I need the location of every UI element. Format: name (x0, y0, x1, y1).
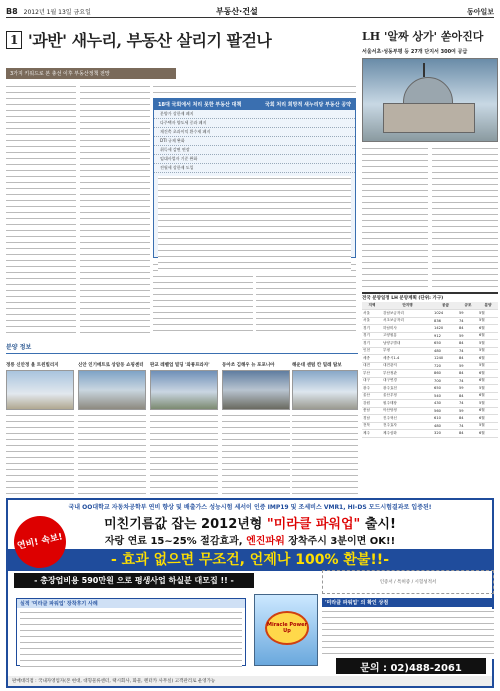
table-row (362, 415, 498, 423)
ad-testimonials-box (16, 598, 246, 666)
table-row (362, 385, 498, 393)
ad-headline-part: 출시! (364, 517, 396, 532)
article-column-2 (80, 84, 150, 334)
dome-shape (403, 77, 453, 105)
table-cell: 5월 (478, 422, 498, 430)
listing-card (292, 360, 358, 498)
article-column-1 (6, 84, 76, 334)
table-cell: 6월 (478, 430, 498, 438)
page-number: B8 (6, 7, 18, 16)
table-cell: 충남 (362, 407, 382, 415)
headline-number: 1 (6, 31, 22, 49)
table-cell: 5월 (478, 317, 498, 325)
table-cell: 5월 (478, 400, 498, 408)
table-cell: 부평 (382, 347, 433, 355)
card-title: 판교 레벨업 빌딩 '와룡프라자' (150, 363, 210, 368)
table-cell: 836 (433, 317, 458, 325)
table-cell: 480 (433, 347, 458, 355)
table-cell: 아산탕정 (382, 407, 433, 415)
table-cell: 480 (433, 422, 458, 430)
policy-row: 분양가 상한제 폐지 (154, 110, 355, 119)
policy-box-title: 18대 국회에서 처리 못한 부동산 대책 (158, 102, 242, 108)
ad-checklist-box (322, 598, 494, 658)
card-text (222, 413, 290, 499)
table-cell: 진주혁신 (382, 415, 433, 423)
ad-refund-text: - 효과 없으면 무조건, 언제나 100% 환불!!- (110, 552, 389, 568)
ad-subheadline (8, 532, 492, 547)
ad-testimonials-text (20, 610, 242, 668)
ad-product-label: Miracle Power Up (265, 611, 309, 645)
table-cell: 320 (433, 430, 458, 438)
table-cell: 650 (433, 385, 458, 393)
card-photo (292, 370, 358, 410)
table-row (362, 407, 498, 415)
table-header-row (362, 302, 498, 310)
card-title: 신안 인기메트로 상암동 쇼핑센터 (78, 363, 144, 368)
ad-subheadline-part: 장착주시 3분이면 OK!! (288, 536, 396, 547)
ad-badge: 연비! 속보! (9, 511, 71, 573)
side-headline: LH '알짜 상가' 쏟아진다 (362, 30, 484, 43)
table-row (362, 340, 498, 348)
table-cell: 59 (458, 385, 478, 393)
supply-schedule-table (362, 292, 498, 476)
issue-date: 2012년 1월 13일 금요일 (23, 9, 91, 16)
headline-title: '과반' 새누리, 부동산 살리기 팔걷나 (27, 31, 272, 50)
ad-certificates: 인증서 / 특허증 / 시험성적서 (322, 570, 494, 594)
table-cell: 세종 (362, 355, 382, 363)
table-cell: 84 (458, 355, 478, 363)
table-cell: 5월 (478, 362, 498, 370)
building-shape (383, 103, 475, 133)
table-cell: 광주 (362, 385, 382, 393)
table-header-cell: 규모 (458, 302, 478, 310)
table-cell: 6월 (478, 355, 498, 363)
article-subbar: 3가지 키워드로 본 총선 이후 부동산정책 전망 (6, 68, 176, 79)
table-cell: 6월 (478, 392, 498, 400)
table-cell: 6월 (478, 332, 498, 340)
table-cell: 700 (433, 377, 458, 385)
ad-product-name: "미라클 파워업" (266, 517, 361, 532)
table-cell: 1240 (433, 355, 458, 363)
table-cell: 울산 (362, 392, 382, 400)
table-cell: 5월 (478, 347, 498, 355)
policy-row: 재건축 초과이익 환수제 폐지 (154, 128, 355, 137)
table-cell: 대구연경 (382, 377, 433, 385)
table-cell: 전북 (362, 422, 382, 430)
advertisement (6, 498, 494, 688)
publisher-name: 동아일보 (466, 7, 494, 16)
ad-headline-part: 미친기름값 잡는 2012년형 (104, 517, 263, 532)
section-label-bar (6, 340, 358, 354)
table-cell: 84 (458, 392, 478, 400)
article-column-4 (256, 262, 356, 334)
table-cell: 강원 (362, 400, 382, 408)
table-row (362, 422, 498, 430)
table-cell: 서초보금자리 (382, 317, 433, 325)
listing-card (222, 360, 290, 498)
card-title: 동아쏘 김해우 뉴 포포니아 (222, 363, 275, 368)
table-cell: 남양주별내 (382, 340, 433, 348)
table-cell: 540 (433, 392, 458, 400)
table-title: 전국 분양일정 LH 분양계획 (단위: 가구) (362, 296, 444, 301)
table-cell: 6월 (478, 370, 498, 378)
table-cell: 59 (458, 332, 478, 340)
table-cell: 720 (433, 362, 458, 370)
side-article-column-2 (432, 146, 498, 288)
article-column-top (153, 84, 356, 96)
table-cell: 74 (458, 377, 478, 385)
table-row (362, 370, 498, 378)
card-text (78, 413, 146, 499)
table-cell: 하남미사 (382, 325, 433, 333)
table-row (362, 332, 498, 340)
table-row (362, 430, 498, 438)
table-cell: 5월 (478, 340, 498, 348)
table-cell: 59 (458, 310, 478, 318)
table-cell: 6월 (478, 325, 498, 333)
policy-box-header (154, 99, 355, 110)
card-photo (6, 370, 74, 410)
main-headline (6, 28, 358, 51)
table-header-cell: 지역 (362, 302, 382, 310)
table-header-cell: 분양 (478, 302, 498, 310)
table-cell: 울산우정 (382, 392, 433, 400)
table-cell: 84 (458, 415, 478, 423)
table-cell: 부산 (362, 370, 382, 378)
table-cell: 5월 (478, 385, 498, 393)
table-row (362, 347, 498, 355)
table-cell: 경기 (362, 340, 382, 348)
card-text (6, 413, 74, 499)
table-cell: 5월 (478, 310, 498, 318)
table-cell: 610 (433, 415, 458, 423)
table-cell: 인천 (362, 347, 382, 355)
table-cell: 부산정관 (382, 370, 433, 378)
table-cell: 59 (458, 362, 478, 370)
ad-checklist-text (322, 609, 494, 659)
policy-row: 임대사업자 기준 완화 (154, 155, 355, 164)
table-cell: 84 (458, 430, 478, 438)
side-article-column-1 (362, 146, 428, 288)
card-photo (78, 370, 146, 410)
table-cell: 74 (458, 347, 478, 355)
table-row (362, 317, 498, 325)
table-cell: 광주효천 (382, 385, 433, 393)
table-cell: 912 (433, 332, 458, 340)
table-cell: 경기 (362, 325, 382, 333)
table-row (362, 377, 498, 385)
section-title: 부동산·건설 (216, 7, 258, 16)
table-cell: 84 (458, 340, 478, 348)
card-photo (150, 370, 218, 410)
card-text (150, 413, 218, 499)
table-cell: 74 (458, 422, 478, 430)
table-cell: 대구 (362, 377, 382, 385)
table-header-cell: 단지명 (382, 302, 433, 310)
ad-subheadline-part: 자랑 연료 15~25% 절감효과, (104, 536, 243, 547)
ad-testimonials-title: 실적 '미라클 파워업' 장착후기 사례 (17, 599, 245, 608)
table-cell: 650 (433, 340, 458, 348)
table-cell: 서울 (362, 310, 382, 318)
table-cell: 560 (433, 407, 458, 415)
table-cell: 6월 (478, 377, 498, 385)
table-cell: 1420 (433, 325, 458, 333)
table-cell: 6월 (478, 415, 498, 423)
table-cell: 전주효자 (382, 422, 433, 430)
table-header-cell: 공급 (433, 302, 458, 310)
policy-box-notes (158, 176, 351, 272)
ad-top-line: 국내 OO대학교 자동차공학부 연비 향상 및 배출가스 성능시험 세서이 인증 IMP19 및 조세비스 VMR1, HI-DS 모드시험결과로 입증된! (68, 504, 432, 511)
table-cell: 제주삼화 (382, 430, 433, 438)
table-cell: 74 (458, 400, 478, 408)
table-cell: 제주 (362, 430, 382, 438)
card-title: 해운대 센텀 칸 밀레 탑보 (292, 363, 342, 368)
table-cell: 대전관저 (382, 362, 433, 370)
table-cell: 경남 (362, 415, 382, 423)
policy-box (153, 98, 356, 258)
ad-footer: 판매대리점 : 국내자영업자(본 현대, 대형물류센터, 택시회사, 화물, 렌터카 사무실) 고객관리로 운영가능 (8, 676, 492, 686)
ad-product-image (254, 594, 318, 666)
listing-card (6, 360, 74, 498)
ad-headline (8, 513, 492, 532)
policy-row: 전월세 상한제 도입 (154, 164, 355, 173)
card-photo (222, 370, 290, 410)
card-text (292, 413, 358, 499)
section-label: 분양 정보 (6, 344, 32, 351)
policy-row: 취득세 감면 연장 (154, 146, 355, 155)
lh-building-photo (362, 58, 498, 142)
table-cell: 74 (458, 317, 478, 325)
listing-card (150, 360, 218, 498)
table-cell: 원주태장 (382, 400, 433, 408)
ad-subheadline-highlight: 엔진파워 (246, 536, 285, 547)
table-cell: 강남보금자리 (382, 310, 433, 318)
table-row (362, 355, 498, 363)
table-cell: 6월 (478, 407, 498, 415)
table-cell: 59 (458, 407, 478, 415)
side-subheadline: 서울서초·성동부평 등 27개 단지서 300여 공급 (362, 49, 468, 55)
table-cell: 서울 (362, 317, 382, 325)
table-cell: 430 (433, 400, 458, 408)
table-cell: 세종시1-4 (382, 355, 433, 363)
page-header (6, 6, 494, 18)
listing-card (78, 360, 146, 498)
table-cell: 고양원흥 (382, 332, 433, 340)
table-cell: 대전 (362, 362, 382, 370)
table-row (362, 325, 498, 333)
table-cell: 84 (458, 370, 478, 378)
table-row (362, 310, 498, 318)
article-column-3 (153, 262, 253, 334)
table-cell: 84 (458, 325, 478, 333)
ad-phone-number[interactable]: 문의 : 02)488-2061 (336, 658, 486, 674)
policy-row: 다주택자 양도세 중과 폐지 (154, 119, 355, 128)
table-cell: 1024 (433, 310, 458, 318)
ad-business-band: - 총장업비용 590만원 으로 평생사업 하실분 대모집 !! - (14, 573, 254, 588)
table-row (362, 400, 498, 408)
table-cell: 경기 (362, 332, 382, 340)
ad-checklist-title: '미라클 파워업' 의 확인 상점 (322, 598, 494, 607)
ad-refund-band (8, 549, 492, 571)
policy-box-title-right: 국회 처리 희망적 새누리당 부동산 공약 (265, 102, 351, 108)
table-row (362, 392, 498, 400)
card-title: 정릉 신안정 울 트윈빌리지 (6, 363, 59, 368)
table-cell: 860 (433, 370, 458, 378)
flagpole-icon (423, 63, 425, 77)
policy-row: DTI 규제 완화 (154, 137, 355, 146)
table-row (362, 362, 498, 370)
